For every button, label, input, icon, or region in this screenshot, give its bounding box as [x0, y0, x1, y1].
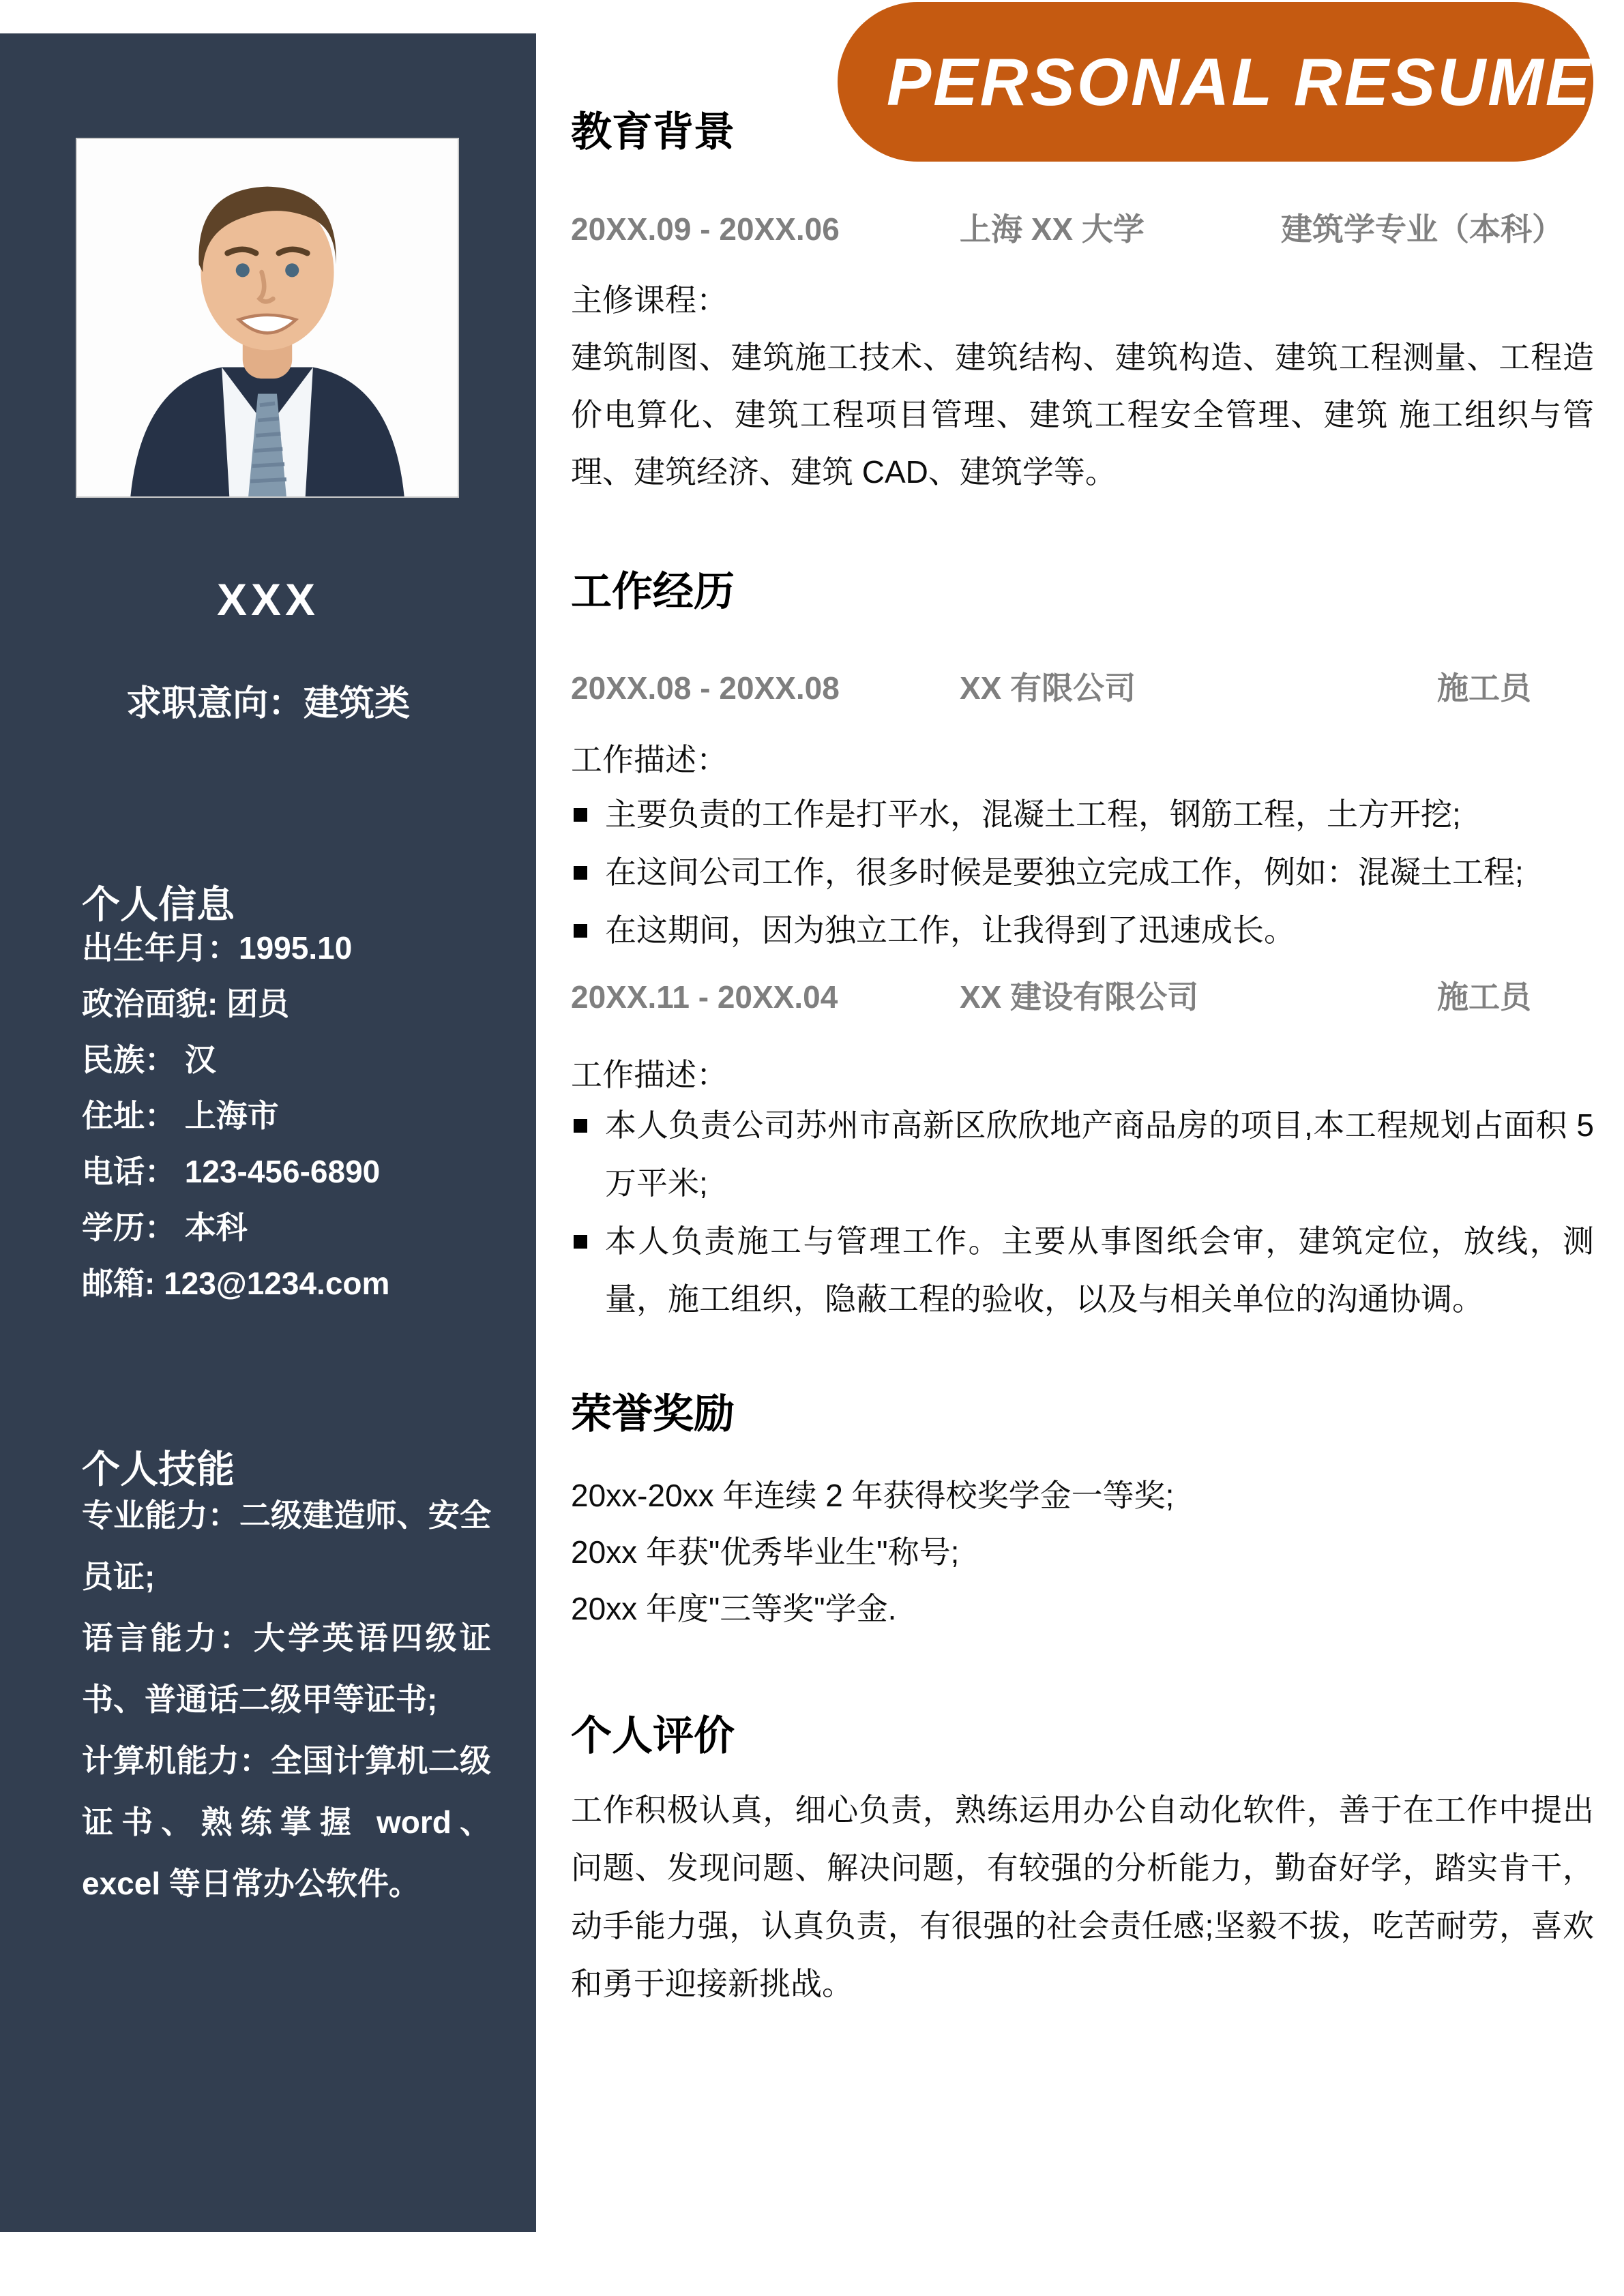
square-bullet-icon [574, 1235, 587, 1249]
square-bullet-icon [574, 1119, 587, 1133]
banner-title: PERSONAL RESUME [886, 44, 1593, 119]
personal-info-title: 个人信息 [82, 883, 235, 927]
bullet-text: 本人负责施工与管理工作。主要从事图纸会审，建筑定位，放线，测量，施工组织，隐蔽工程的验收，以及与相关单位的沟通协调。 [605, 1223, 1594, 1317]
honor-item: 20xx-20xx 年连续 2 年获得校奖学金一等奖; [571, 1478, 1175, 1513]
info-item-ethnicity: 民族： 汉 [82, 1042, 216, 1077]
honors-title: 荣誉奖励 [571, 1391, 735, 1437]
job-period: 20XX.11 - 20XX.04 [571, 979, 838, 1015]
job-row [571, 972, 1594, 1017]
bullet-text: 主要负责的工作是打平水，混凝土工程，钢筋工程，土方开挖; [605, 796, 1461, 832]
education-school: 上海 XX 大学 [960, 211, 1145, 247]
job-period: 20XX.08 - 20XX.08 [571, 670, 840, 706]
evaluation-text [571, 1781, 1594, 2013]
education-courses [571, 271, 1594, 501]
skills-list [82, 1485, 491, 1914]
personal-info-list [82, 920, 491, 1311]
job-desc-label [571, 1046, 1594, 1103]
course-label: 主修课程： [571, 282, 728, 318]
sidebar [0, 33, 536, 2232]
course-list: 建筑制图、建筑施工技术、建筑结构、建筑构造、建筑工程测量、工程造价电算化、建筑工程项目管理、建筑工程安全管理、建筑 施工组织与管理、建筑经济、建筑 CAD、建筑学等。 [571, 340, 1594, 490]
bullet-item [571, 844, 1594, 901]
education-period: 20XX.09 - 20XX.06 [571, 211, 840, 247]
profile-photo [76, 138, 459, 498]
candidate-name: XXX [216, 574, 320, 625]
bullet-text: 在这间公司工作，很多时候是要独立完成工作，例如：混凝土工程; [605, 854, 1524, 890]
honor-item: 20xx 年获"优秀毕业生"称号; [571, 1534, 960, 1570]
job-bullet-list [571, 1097, 1594, 1328]
evaluation-title: 个人评价 [571, 1713, 735, 1759]
job-role: 施工员 [1437, 979, 1531, 1015]
info-item-birth: 出生年月：1995.10 [82, 930, 353, 966]
info-item-degree: 学历： 本科 [82, 1210, 248, 1245]
job-role: 施工员 [1437, 670, 1531, 706]
skill-item-professional: 专业能力：二级建造师、安全员证; [82, 1497, 491, 1594]
bullet-text: 在这期间，因为独立工作，让我得到了迅速成长。 [605, 912, 1295, 948]
job-desc-label [571, 731, 1594, 788]
bullet-item [571, 901, 1594, 959]
portrait-illustration [77, 139, 458, 496]
job-company: XX 建设有限公司 [960, 979, 1199, 1015]
square-bullet-icon [574, 924, 587, 938]
work-title: 工作经历 [571, 569, 735, 614]
square-bullet-icon [574, 808, 587, 822]
evaluation-paragraph: 工作积极认真，细心负责，熟练运用办公自动化软件，善于在工作中提出问题、发现问题、解决问题，有较强的分析能力，勤奋好学，踏实肯干，动手能力强，认真负责，有很强的社会责任感;坚毅不拔，吃苦耐劳，喜欢和勇于迎接新挑战。 [571, 1792, 1594, 2001]
education-major: 建筑学专业（本科） [1281, 211, 1563, 247]
resume-banner [838, 2, 1593, 162]
bullet-item [571, 1212, 1594, 1328]
desc-label-text: 工作描述： [571, 742, 728, 777]
job-bullet-list [571, 786, 1594, 959]
square-bullet-icon [574, 866, 587, 880]
info-item-address: 住址： 上海市 [82, 1098, 279, 1133]
desc-label-text: 工作描述： [571, 1057, 728, 1092]
skills-title: 个人技能 [82, 1448, 235, 1491]
info-item-email: 邮箱: 123@1234.com [82, 1266, 390, 1301]
job-company: XX 有限公司 [960, 670, 1136, 706]
job-objective: 求职意向：建筑类 [126, 684, 410, 724]
bullet-item [571, 1097, 1594, 1212]
job-row [571, 664, 1594, 709]
info-item-phone: 电话： 123-456-6890 [82, 1154, 381, 1189]
bullet-text: 本人负责公司苏州市高新区欣欣地产商品房的项目,本工程规划占面积 5 万平米; [605, 1107, 1594, 1201]
bullet-item [571, 786, 1594, 844]
info-item-political: 政治面貌: 团员 [82, 986, 290, 1022]
skill-item-computer: 计算机能力：全国计算机二级证书、熟练掌握 word、excel 等日常办公软件。 [82, 1743, 491, 1901]
education-row [571, 205, 1594, 250]
skill-item-language: 语言能力：大学英语四级证书、普通话二级甲等证书; [82, 1620, 491, 1717]
honors-list [571, 1467, 1594, 1637]
education-title: 教育背景 [571, 109, 735, 155]
honor-item: 20xx 年度"三等奖"学金. [571, 1591, 897, 1626]
